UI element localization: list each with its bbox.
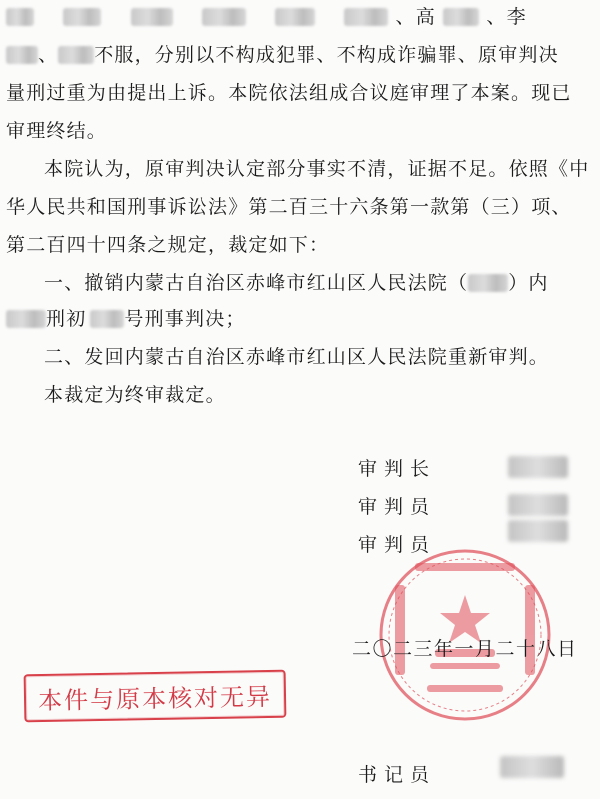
redacted-text [58,46,94,64]
body-line-5: 本院认为，原审判决认定部分事实不清，证据不足。依照《中 [44,158,590,180]
redacted-text [202,8,246,26]
body-text: 一、撤销内蒙古自治区赤峰市红山区人民法院（ [44,272,469,294]
body-text: 号刑事判决； [124,308,246,330]
redacted-text [6,46,38,64]
redacted-name [508,494,568,516]
body-text: 不服，分别以不构成犯罪、不构成诈骗罪、原审判决 [94,44,559,66]
redacted-text [90,310,124,328]
body-text: 、高 [395,6,436,28]
redacted-name [500,756,564,778]
redacted-name [508,520,568,542]
redacted-text [275,8,315,26]
body-line-8 [44,270,549,296]
redacted-text [468,274,508,292]
body-line-9 [6,306,246,332]
judge-label: 审判员 [358,496,437,518]
redacted-text [344,8,388,26]
body-line-1 [6,4,527,30]
redacted-text [6,310,46,328]
body-line-10: 二、发回内蒙古自治区赤峰市红山区人民法院重新审判。 [44,346,550,368]
body-text: 刑初 [46,308,87,330]
redacted-text [63,8,101,26]
certification-stamp: 本件与原本核对无异 [24,670,287,723]
body-line-4: 审理终结。 [6,120,108,142]
redacted-text [131,8,173,26]
body-line-7: 第二百四十四条之规定，裁定如下： [6,234,330,256]
redacted-text [443,8,479,26]
judge-label: 审判员 [358,534,437,556]
body-line-2 [6,42,559,68]
body-line-3: 量刑过重为由提出上诉。本院依法组成合议庭审理了本案。现已 [6,82,572,104]
body-line-11: 本裁定为终审裁定。 [44,384,226,406]
ruling-date: 二〇二三年一月二十八日 [352,638,578,660]
body-text: 、李 [486,6,527,28]
redacted-name [508,456,568,478]
body-text: 、 [38,44,59,66]
body-text: ）内 [508,272,549,294]
clerk-label: 书记员 [358,764,437,786]
redacted-text [6,8,34,26]
chief-judge-label: 审判长 [358,458,437,480]
body-line-6: 华人民共和国刑事诉讼法》第二百三十六条第一款第（三）项、 [6,196,572,218]
